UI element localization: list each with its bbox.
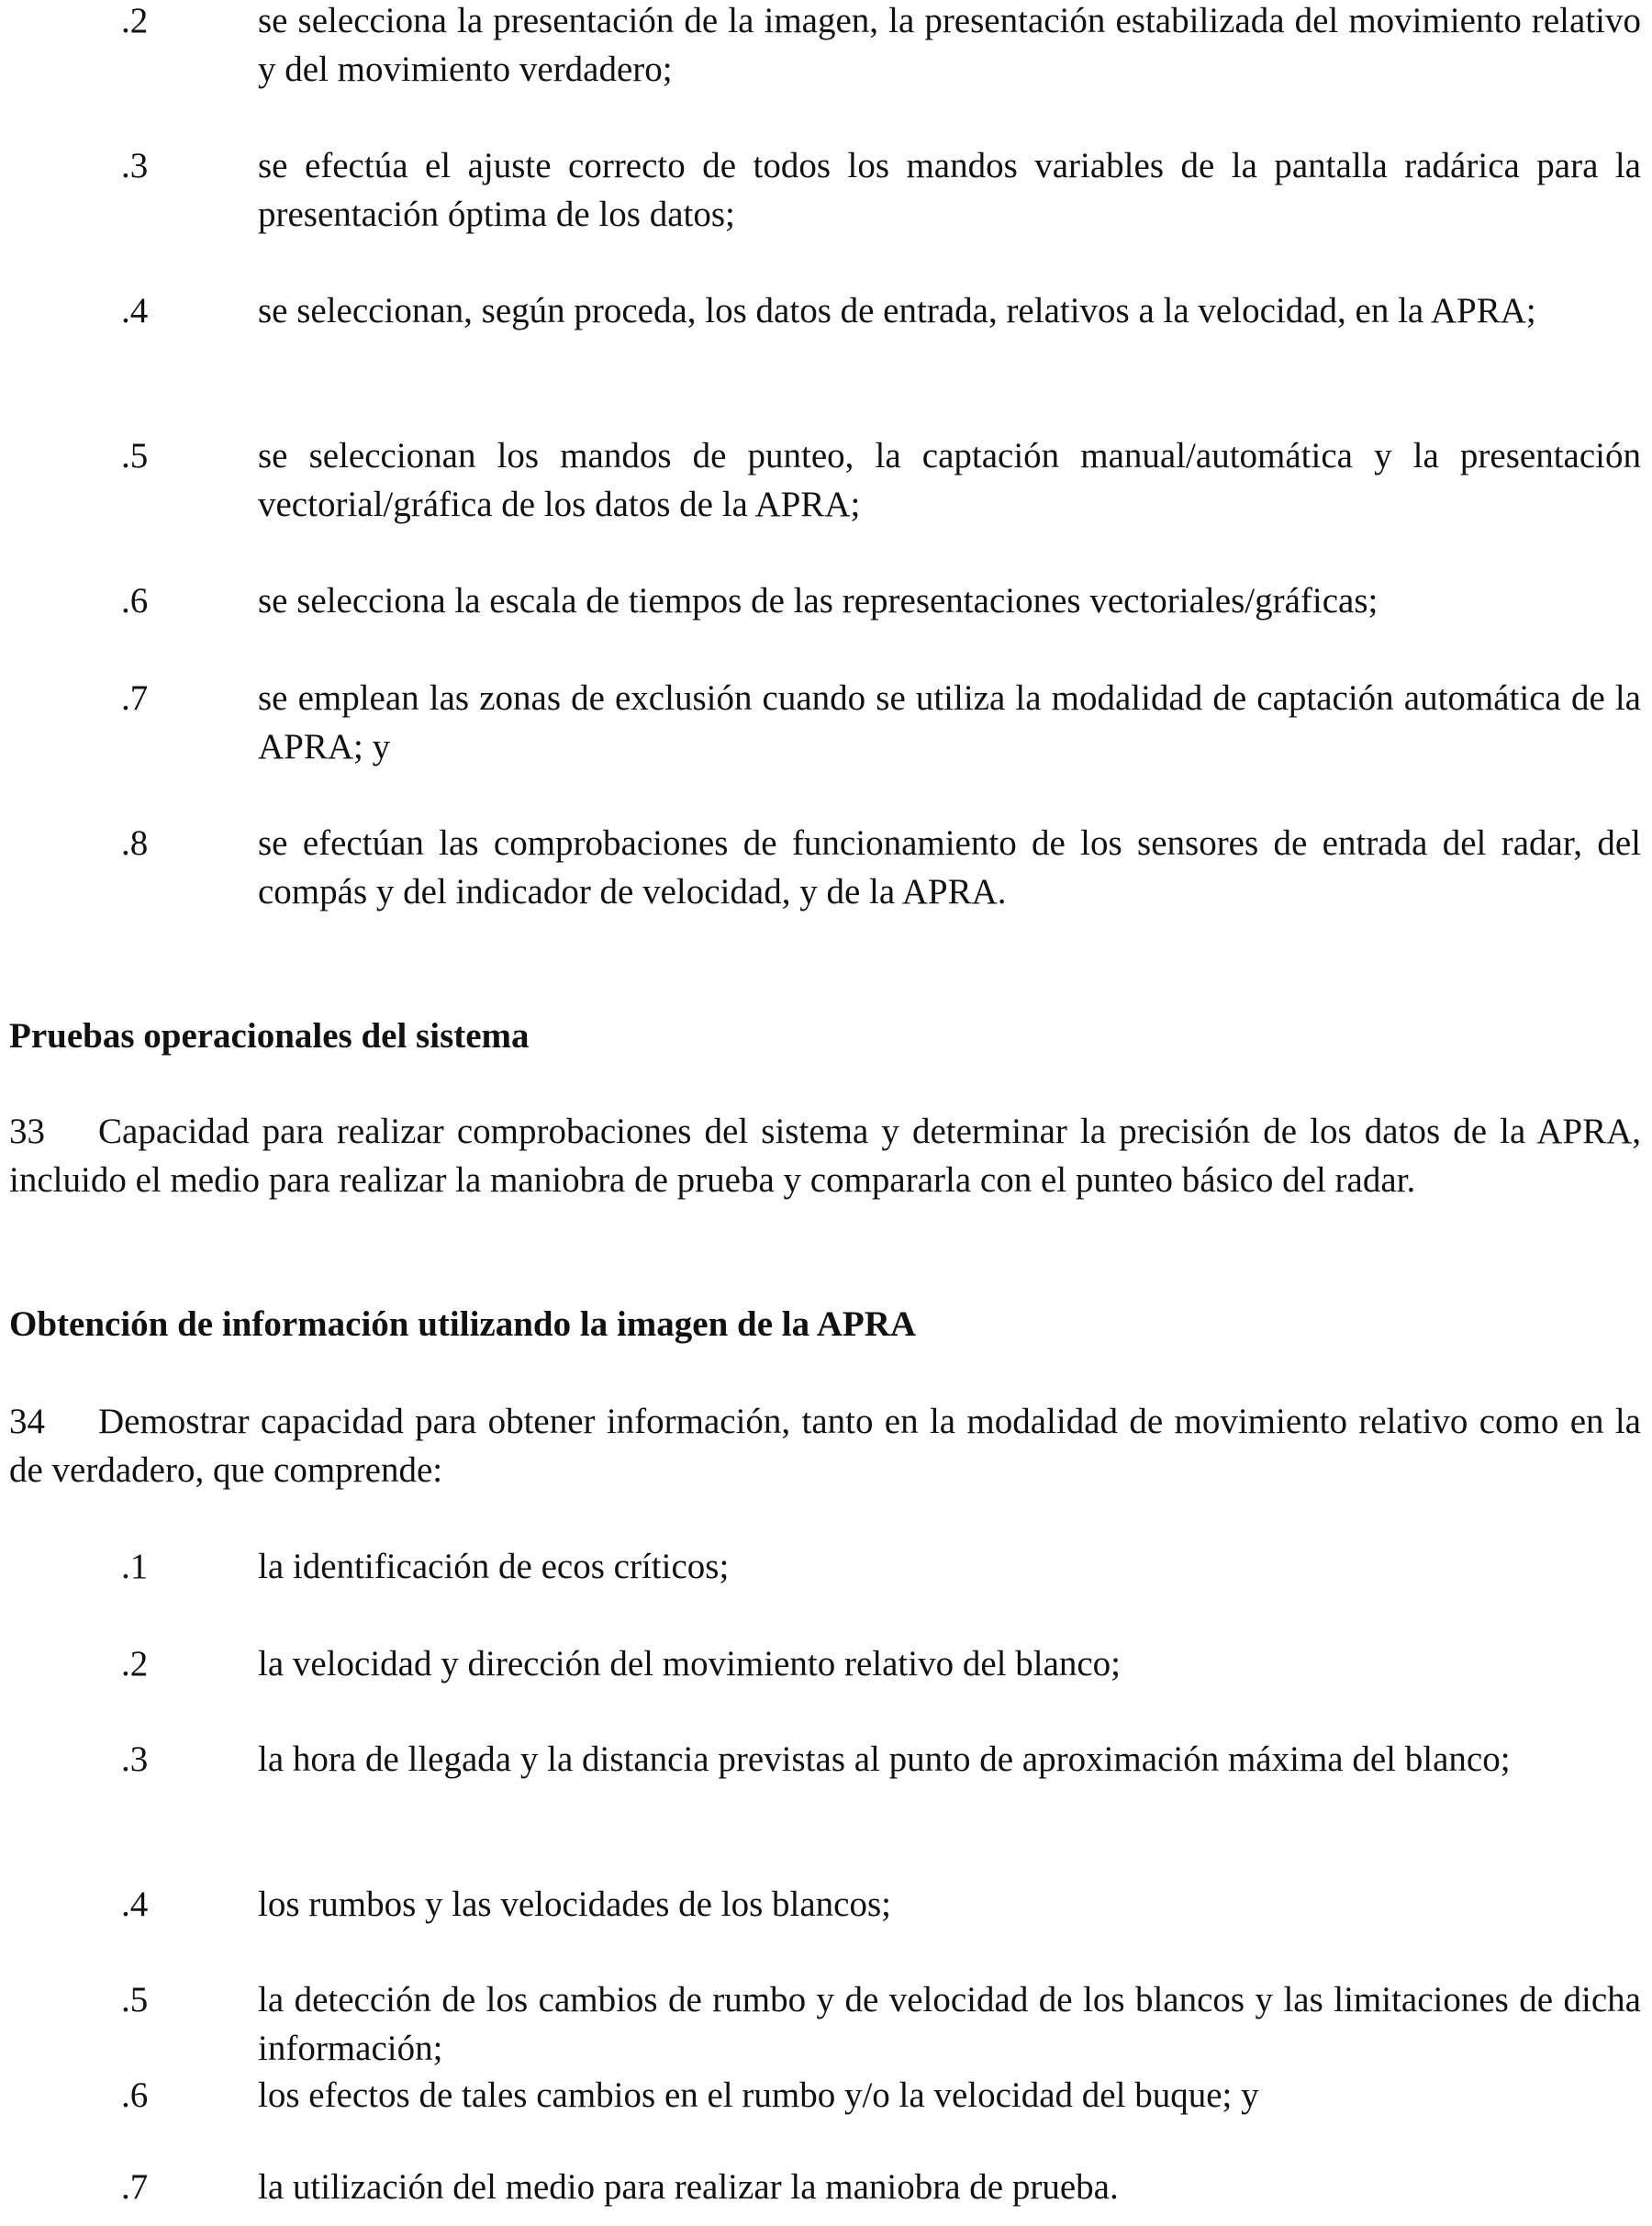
- list-item-number: .2: [121, 1644, 149, 1683]
- list-item-number: .4: [121, 291, 149, 330]
- section-heading: Obtención de información utilizando la imagen de la APRA: [9, 1304, 917, 1344]
- section-paragraph: [9, 1397, 1641, 1494]
- section-heading: Pruebas operacionales del sistema: [9, 1016, 530, 1056]
- section-text: Demostrar capacidad para obtener información, tanto en la modalidad de movimiento relativo como en la de verdadero, que comprende:: [9, 1402, 1641, 1490]
- list-item-number: .7: [121, 2167, 149, 2207]
- list-item-number: .5: [121, 436, 149, 475]
- list-item-number: .1: [121, 1547, 149, 1586]
- list-item-number: .2: [121, 1, 149, 40]
- list-item-number: .6: [121, 2075, 149, 2115]
- section-number: 33: [9, 1112, 45, 1151]
- list-item-text: los efectos de tales cambios en el rumbo y/o la velocidad del buque; y: [258, 2075, 1259, 2115]
- section-paragraph: [9, 1107, 1641, 1204]
- section-text: Capacidad para realizar comprobaciones del sistema y determinar la precisión de los datos de la APRA, incluido el medio para realizar la maniobra de prueba y compararla con el punteo básico del radar.: [9, 1112, 1641, 1200]
- list-item-text: se efectúan las comprobaciones de funcionamiento de los sensores de entrada del radar, del compás y del indicador de velocidad, y de la APRA.: [258, 823, 1641, 912]
- list-item-number: .7: [121, 678, 149, 718]
- list-item-text: se selecciona la escala de tiempos de las representaciones vectoriales/gráficas;: [258, 581, 1379, 621]
- list-item-text: se efectúa el ajuste correcto de todos los mandos variables de la pantalla radárica para la presentación óptima de los datos;: [258, 146, 1641, 234]
- list-item-text: los rumbos y las velocidades de los blancos;: [258, 1885, 891, 1924]
- list-item-number: .3: [121, 146, 149, 185]
- list-item-text: se seleccionan los mandos de punteo, la captación manual/automática y la presentación vectorial/gráfica de los datos de la APRA;: [258, 436, 1641, 524]
- list-item-text: la utilización del medio para realizar la maniobra de prueba.: [258, 2167, 1119, 2207]
- list-item-number: .3: [121, 1739, 149, 1779]
- list-item-number: .5: [121, 1980, 149, 2019]
- list-item-text: la identificación de ecos críticos;: [258, 1547, 730, 1586]
- list-item-text: se selecciona la presentación de la imagen, la presentación estabilizada del movimiento relativo y del movimiento verdadero;: [258, 1, 1641, 89]
- list-item-text: se emplean las zonas de exclusión cuando se utiliza la modalidad de captación automática de la APRA; y: [258, 678, 1641, 766]
- list-item-number: .6: [121, 581, 149, 621]
- list-item-text: la velocidad y dirección del movimiento relativo del blanco;: [258, 1644, 1122, 1683]
- list-item-text: la hora de llegada y la distancia previstas al punto de aproximación máxima del blanco;: [258, 1739, 1511, 1779]
- section-number: 34: [9, 1402, 45, 1441]
- list-item-text: se seleccionan, según proceda, los datos de entrada, relativos a la velocidad, en la APRA;: [258, 291, 1536, 330]
- list-item-text: la detección de los cambios de rumbo y de velocidad de los blancos y las limitaciones de dicha información;: [258, 1980, 1641, 2068]
- list-item-number: .4: [121, 1885, 149, 1924]
- list-item-number: .8: [121, 823, 149, 863]
